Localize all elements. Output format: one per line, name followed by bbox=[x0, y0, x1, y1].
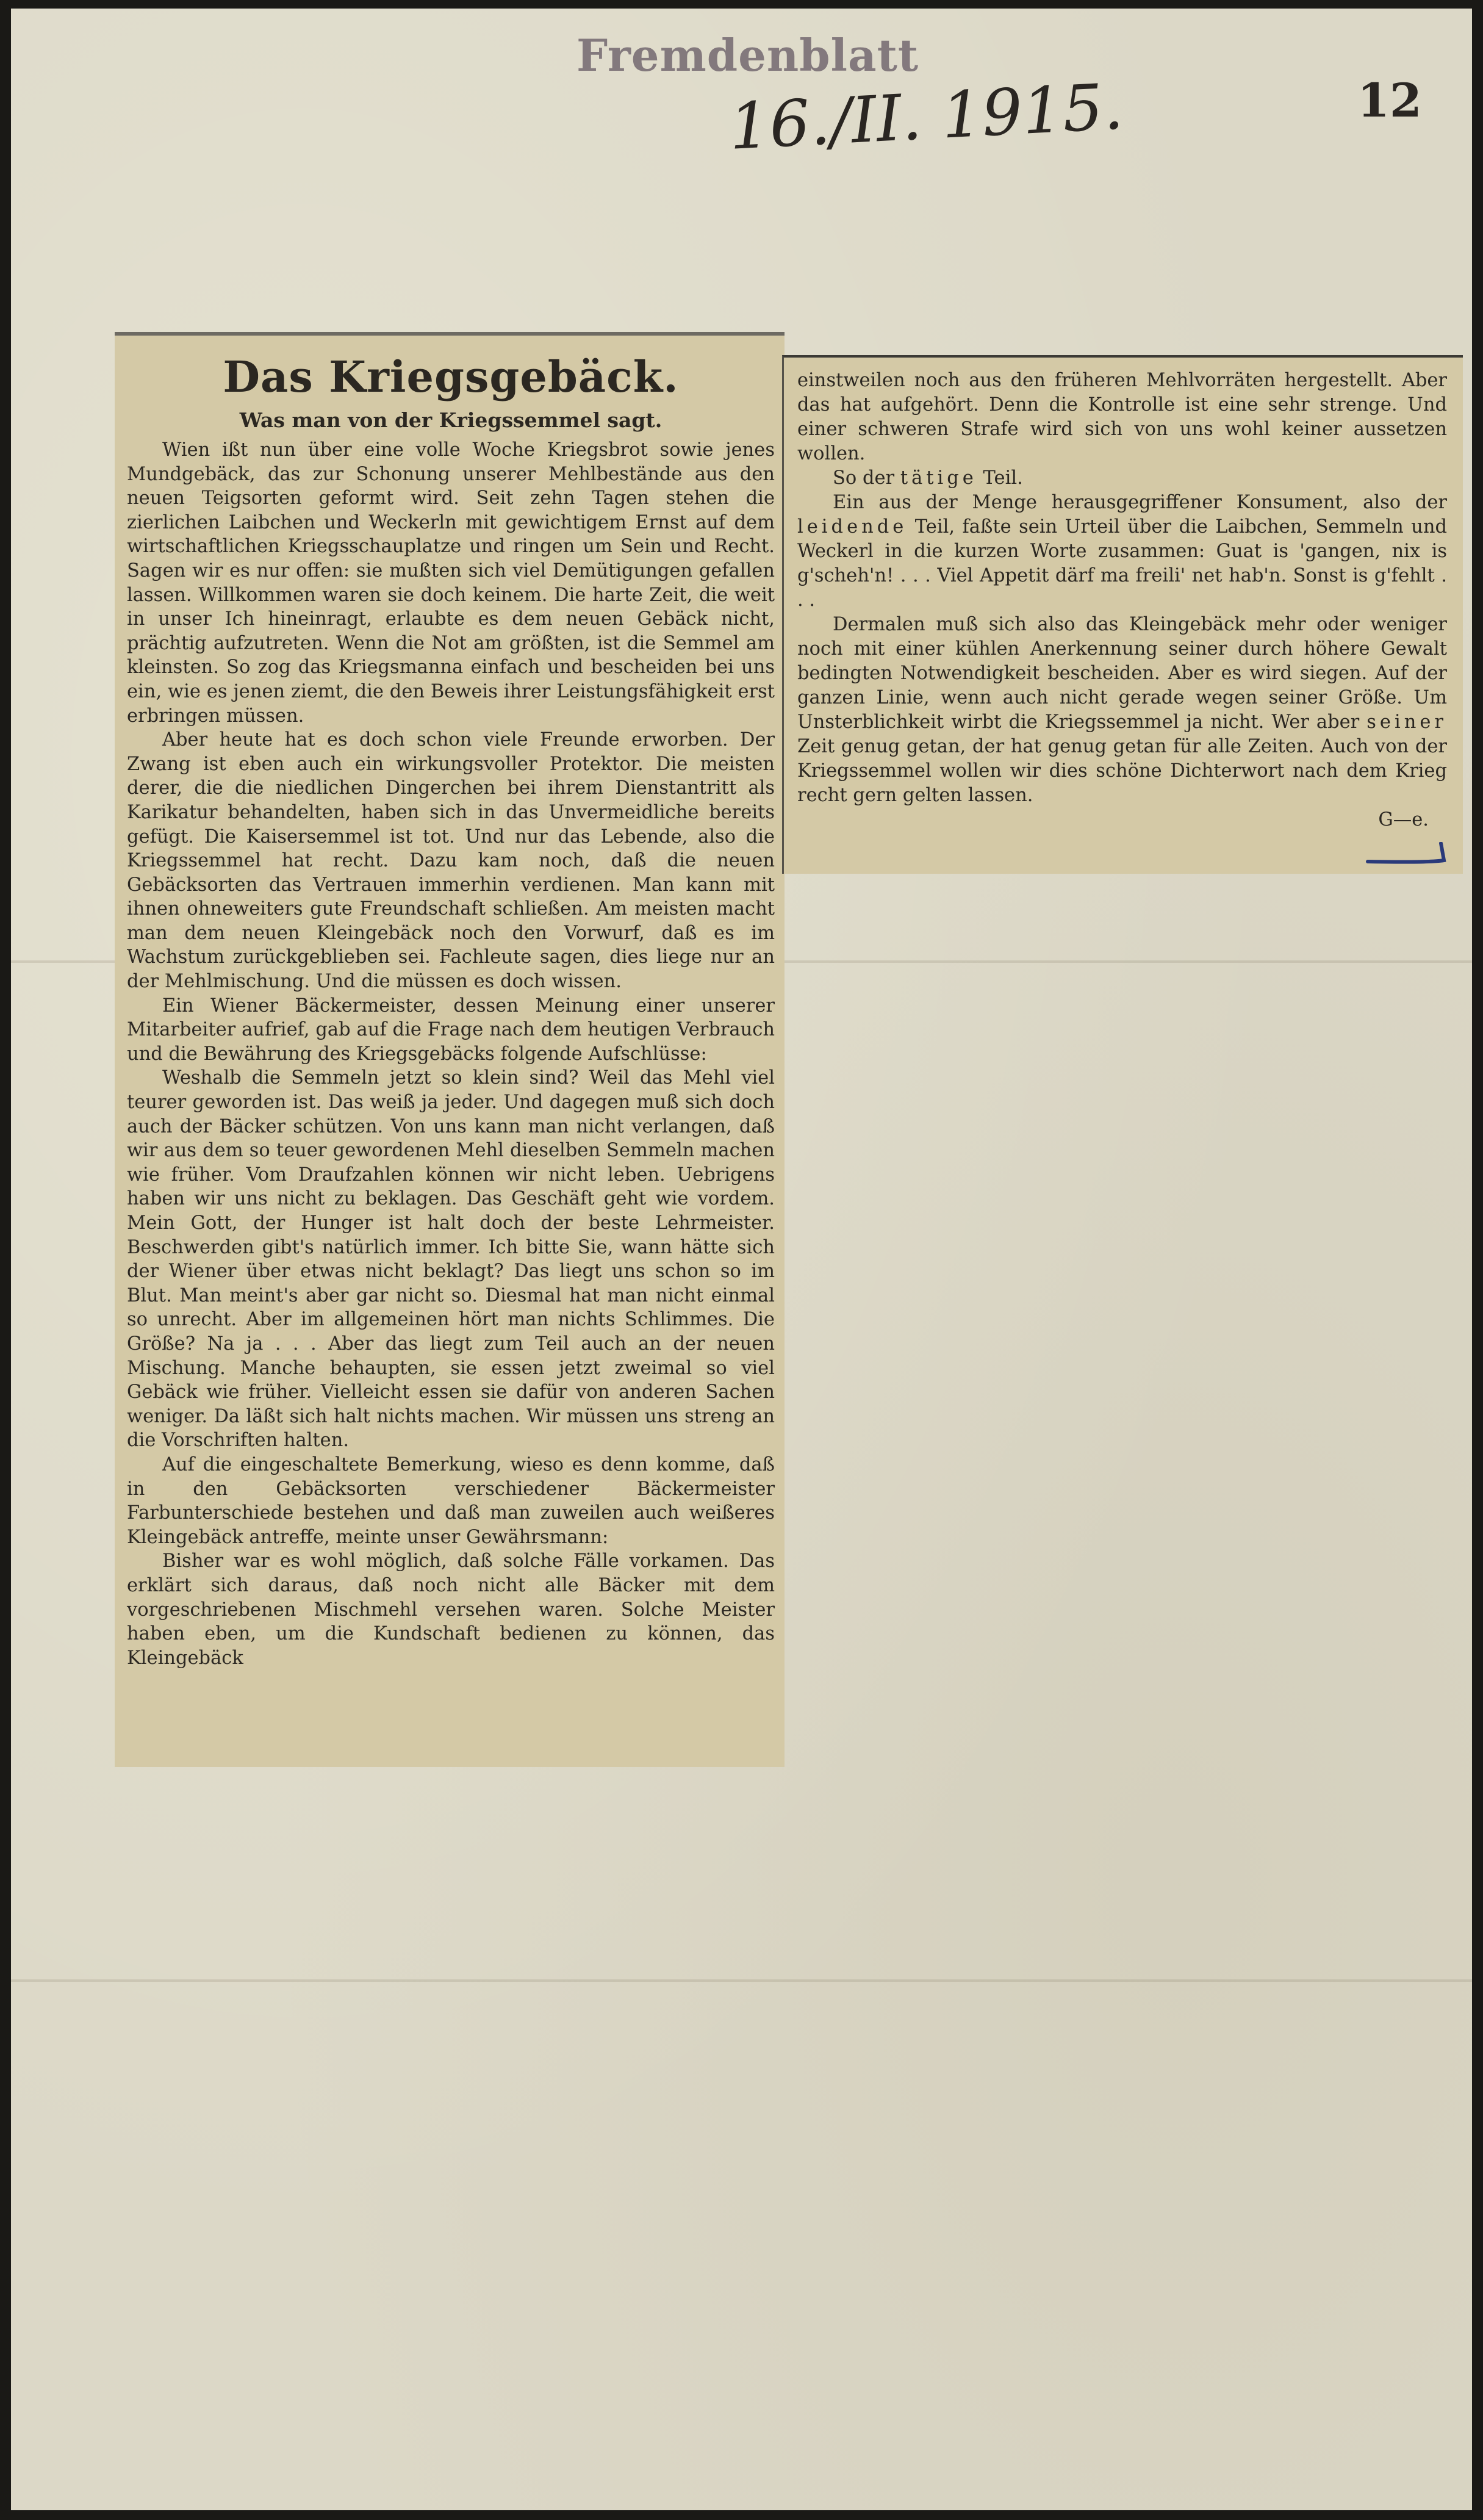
emphasis-spaced: leidende bbox=[797, 516, 908, 538]
text-span: Ein aus der Menge herausgegriffener Konsument, also der bbox=[833, 492, 1447, 513]
page-number: 12 bbox=[1357, 73, 1422, 128]
article-paragraph: Ein Wiener Bäckermeister, dessen Meinung einer unserer Mitarbeiter aufrief, gab auf die Frage nach dem heutigen Verbrauch und die Bewährung des Kriegsgebäcks folgende Aufschlüsse: bbox=[127, 995, 775, 1065]
clipping-right-column bbox=[782, 355, 1463, 874]
text-span: Dermalen muß sich also das Kleingebäck mehr oder weniger noch mit einer kühlen Anerkennung seiner durch höhere Gewalt bedingten Notwendigkeit bescheiden. Aber es wird siegen. Auf der ganzen Linie, wenn auch nicht gerade wegen seiner Größe. Um Unsterblichkeit wirbt die Kriegssemmel ja nicht. Wer aber bbox=[797, 614, 1447, 733]
author-signature: G—e. bbox=[1378, 809, 1429, 830]
article-paragraph: Aber heute hat es doch schon viele Freunde erworben. Der Zwang ist eben auch ein wirkungsvoller Protektor. Die meisten derer, die die niedlichen Dingerchen bei ihrem Dienstantritt als Karikatur behandelten, haben sich in das Unvermeidliche bereits gefügt. Die Kaisersemmel ist tot. Und nur das Lebende, also die Kriegssemmel hat recht. Dazu kam noch, daß die neuen Gebäcksorten das Vertrauen immerhin verdienen. Man kann mit ihnen ohneweiters gute Freundschaft schließen. Am meisten macht man dem neuen Kleingebäck noch den Vorwurf, daß es im Wachstum zurückgeblieben sei. Fachleute sagen, dies liege nur an der Mehlmischung. Und die müssen es doch wissen. bbox=[127, 729, 775, 993]
newspaper-stamp: Fremdenblatt bbox=[576, 29, 919, 81]
paper-fold bbox=[11, 1979, 1472, 1982]
article-paragraph: Bisher war es wohl möglich, daß solche Fälle vorkamen. Das erklärt sich daraus, daß noch nicht alle Bäcker mit dem vorgeschriebenen Mischmehl versehen waren. Solche Meister haben eben, um die Kundschaft bedienen zu können, das Kleingebäck bbox=[127, 1550, 775, 1669]
article-title: Das Kriegsgebäck. bbox=[223, 351, 679, 402]
article-paragraph bbox=[797, 613, 1447, 808]
article-paragraph: Wien ißt nun über eine volle Woche Kriegsbrot sowie jenes Mundgebäck, das zur Schonung unserer Mehlbestände aus den neuen Teigsorten geformt wird. Seit zehn Tagen stehen die zierlichen Laibchen und Weckerln mit gewichtigem Ernst auf dem wirtschaftlichen Kriegsschauplatze und ringen um Sein und Recht. Sagen wir es nur offen: sie mußten sich viel Demütigungen gefallen lassen. Willkommen waren sie doch keinem. Die harte Zeit, die weit in unser Ich hineinragt, erlaubte es dem neuen Gebäck nicht, prächtig aufzutreten. Wenn die Not am größten, ist die Semmel am kleinsten. So zog das Kriegsmanna einfach und bescheiden bei uns ein, wie es jenen ziemt, die den Beweis ihrer Leistungsfähigkeit erst erbringen müssen. bbox=[127, 439, 775, 727]
text-span: Teil. bbox=[977, 467, 1023, 489]
article-subtitle: Was man von der Kriegssemmel sagt. bbox=[239, 408, 663, 432]
article-paragraph: Auf die eingeschaltete Bemerkung, wieso es denn komme, daß in den Gebäcksorten verschiedener Bäckermeister Farbunterschiede bestehen und daß man zuweilen auch weißeres Kleingebäck antreffe, meinte unser Gewährsmann: bbox=[127, 1453, 775, 1548]
text-span: Teil, faßte sein Urteil über die Laibchen, Semmeln und Weckerl in die kurzen Worte zusammen: Guat is 'gangen, nix is g'scheh'n! . . . Viel Appetit därf ma freili' net hab'n. Sonst is g'fehlt . . . bbox=[797, 516, 1447, 611]
emphasis-spaced: tätige bbox=[900, 467, 977, 489]
pencil-mark-icon bbox=[1362, 842, 1453, 866]
text-span: So der bbox=[833, 467, 900, 489]
text-span: Zeit genug getan, der hat genug getan für alle Zeiten. Auch von der Kriegssemmel wollen wir dies schöne Dichterwort nach dem Krieg recht gern gelten lassen. bbox=[797, 736, 1447, 806]
clipping-left-column bbox=[115, 332, 785, 1767]
handwritten-date: 16./II. 1915. bbox=[727, 69, 1126, 164]
article-section-line bbox=[797, 466, 1447, 491]
article-paragraph: einstweilen noch aus den früheren Mehlvorräten hergestellt. Aber das hat aufgehört. Denn die Kontrolle ist eine sehr strenge. Und einer schweren Strafe wird sich von uns wohl keiner aussetzen wollen. bbox=[797, 370, 1447, 464]
emphasis-spaced: seiner bbox=[1366, 711, 1447, 733]
article-paragraph: Weshalb die Semmeln jetzt so klein sind? Weil das Mehl viel teurer geworden ist. Das weiß ja jeder. Und dagegen muß sich doch auch der Bäcker schützen. Von uns kann man nicht verlangen, daß wir aus dem so teuer gewordenen Mehl dieselben Semmeln machen wie früher. Vom Draufzahlen können wir nicht leben. Uebrigens haben wir uns nicht zu beklagen. Das Geschäft geht wie vordem. Mein Gott, der Hunger ist halt doch der beste Lehrmeister. Beschwerden gibt's natürlich immer. Ich bitte Sie, wann hätte sich der Wiener über etwas nicht beklagt? Das liegt uns schon so im Blut. Man meint's aber gar nicht so. Diesmal hat man nicht einmal so unrecht. Aber im allgemeinen hört man nichts Schlimmes. Die Größe? Na ja . . . Aber das liegt zum Teil auch an der neuen Mischung. Manche behaupten, sie essen jetzt zweimal so viel Gebäck wie früher. Vielleicht essen sie dafür von anderen Sachen weniger. Da läßt sich halt nichts machen. Wir müssen uns streng an die Vorschriften halten. bbox=[127, 1067, 775, 1452]
article-paragraph bbox=[797, 491, 1447, 613]
